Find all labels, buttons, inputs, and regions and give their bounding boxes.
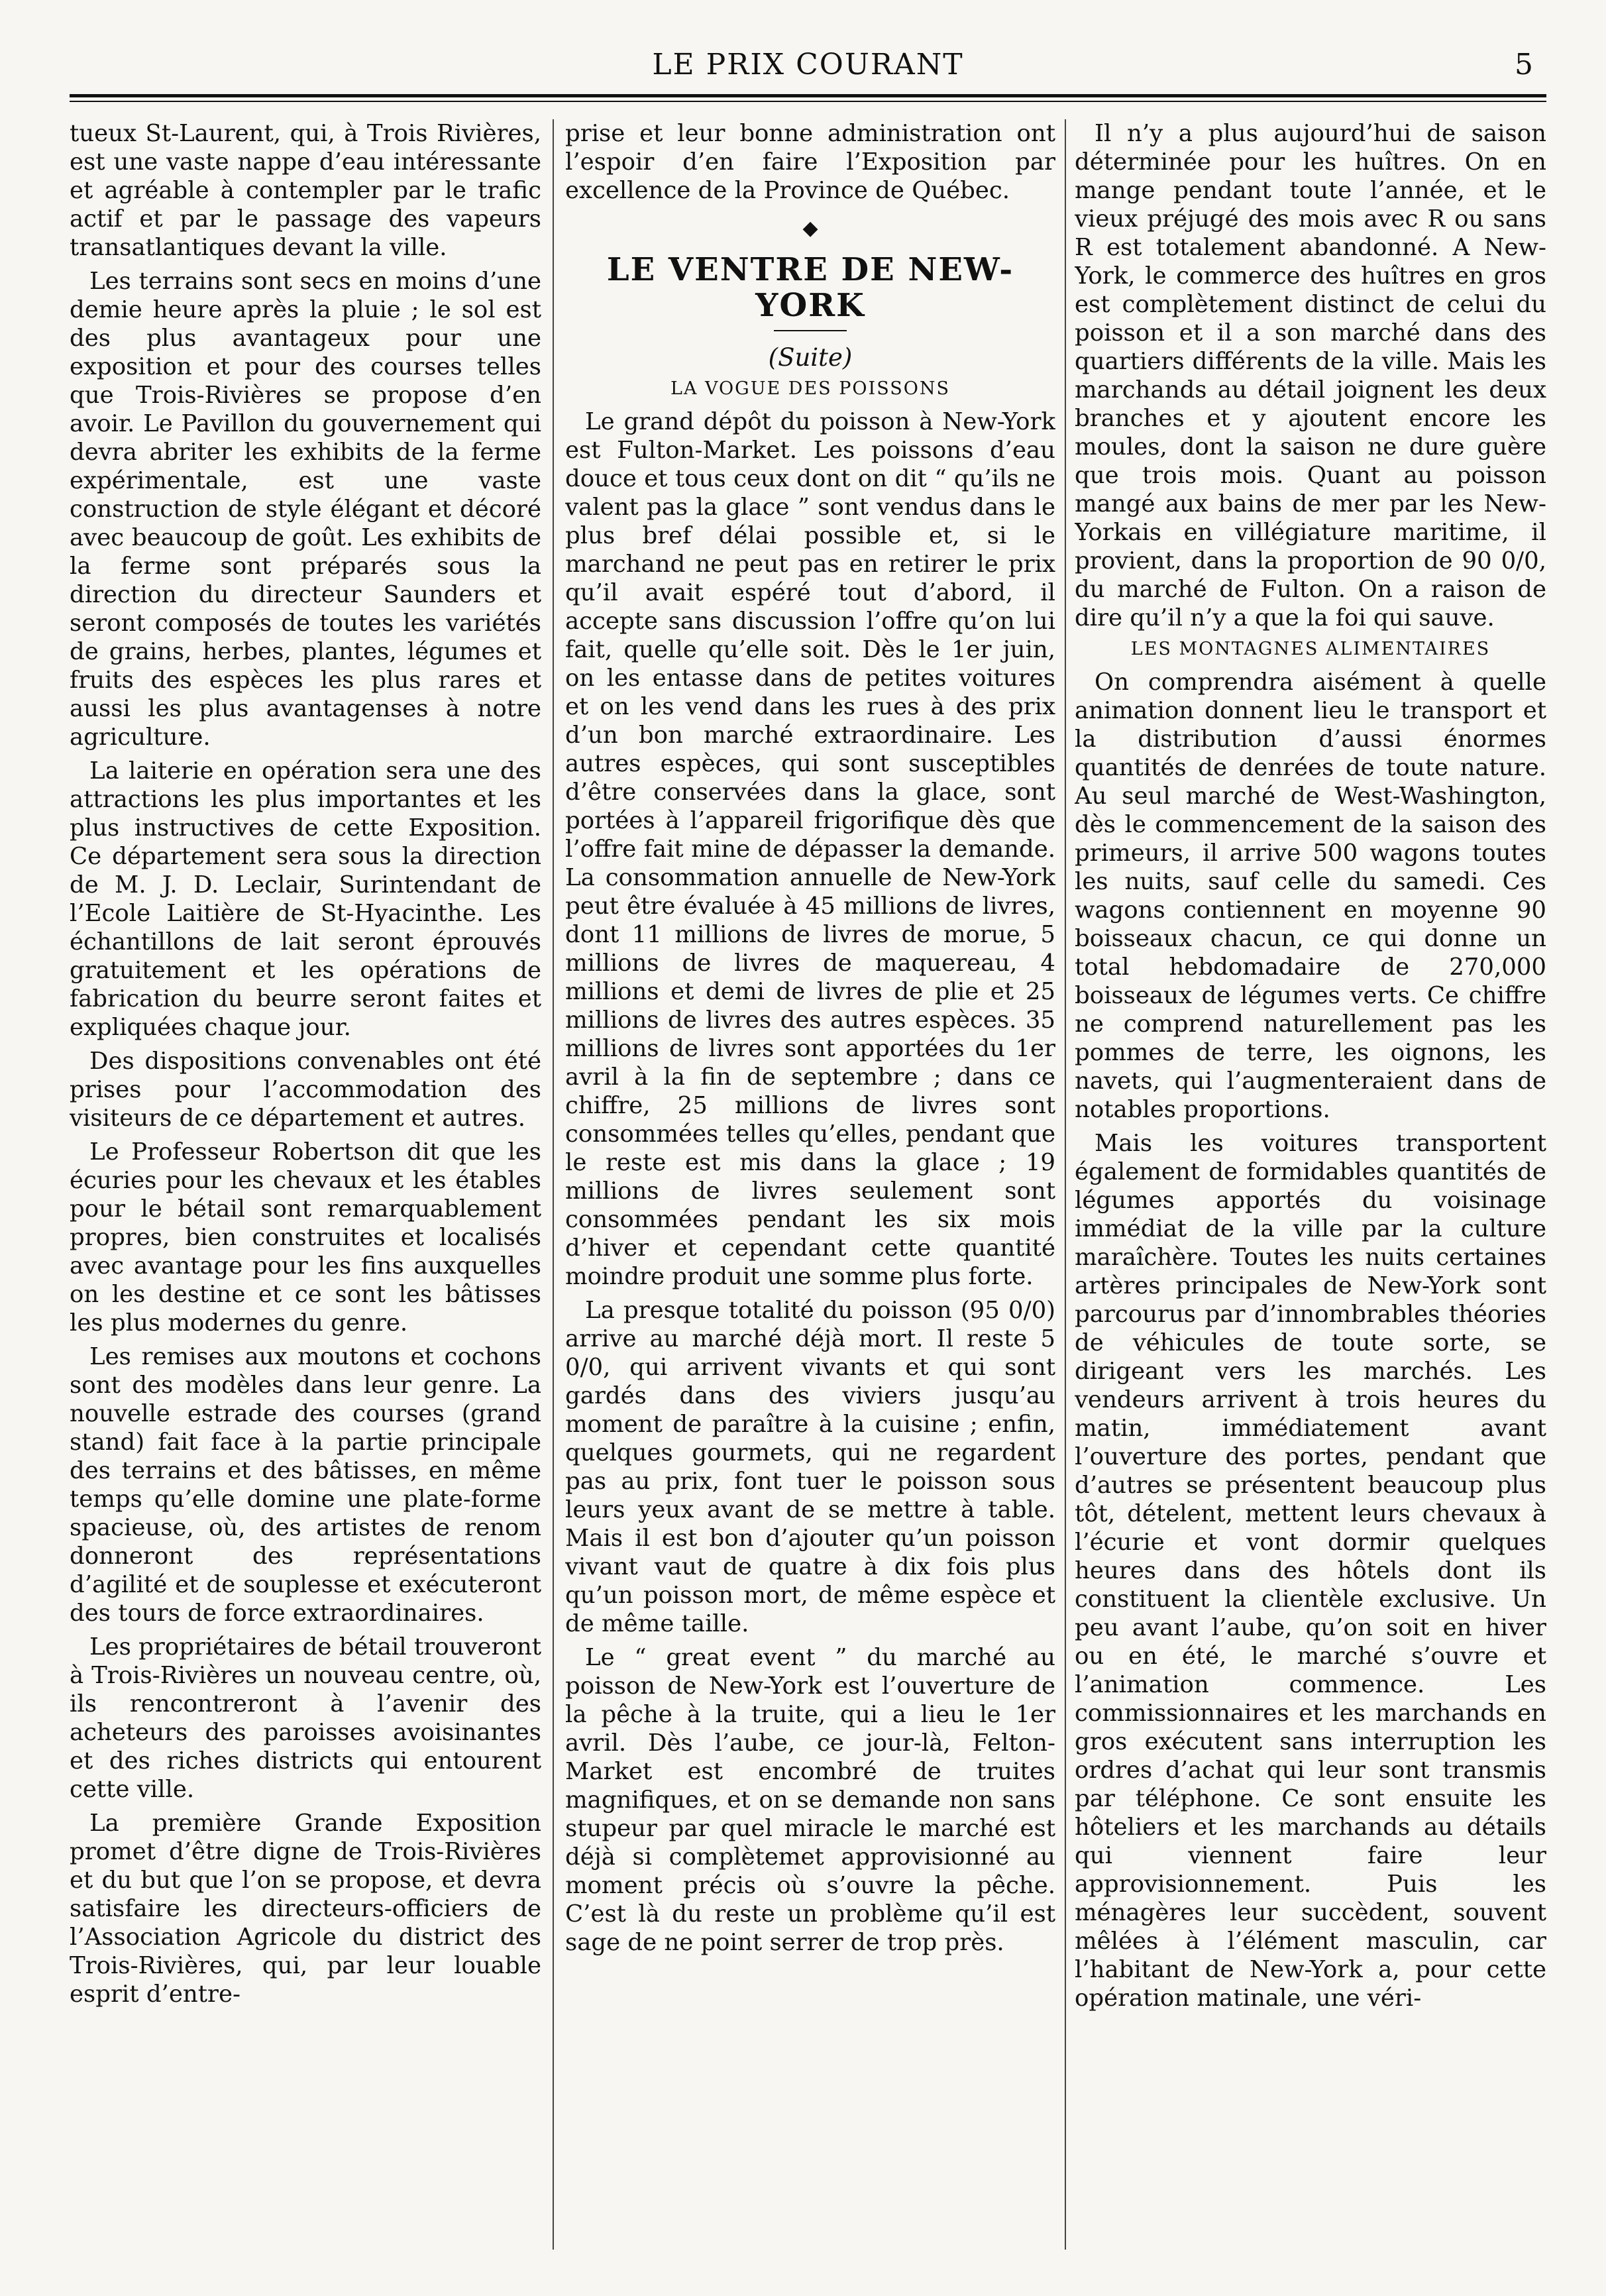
paragraph: prise et leur bonne administration ont l’espoir d’en faire l’Exposition par excellence de la Province de Québec. [565,120,1055,204]
masthead-title: LE PRIX COURANT [652,48,964,82]
paragraph: La presque totalité du poisson (95 0/0) arrive au marché déjà mort. Il reste 5 0/0, qui arrivent vivants et qui sont gardés dans des viviers jusqu’au moment de paraître à la cuisine ; enfin, quelques gourmets, qui ne regardent pas au prix, font tuer le poisson sous leurs yeux avant de se mettre à table. Mais il est bon d’ajouter qu’un poisson vivant vaut de quatre à dix fois plus qu’un poisson mort, de même espèce et de même taille. [565,1297,1055,1637]
paragraph: On comprendra aisément à quelle animation donnent lieu le transport et la distribution d’aussi énormes quantités de denrées de toute nature. Au seul marché de West-Washington, dès le commencement de la saison des primeurs, il arrive 500 wagons toutes les nuits, sauf celle du samedi. Ces wagons contiennent en moyenne 90 boisseaux chacun, ce qui donne un total hebdomadaire de 270,000 boisseaux de légumes verts. Ce chiffre ne comprend naturellement pas les pommes de terre, les oignons, les navets, qui l’augmenteraient dans de notables proportions. [1075,669,1546,1123]
page-number: 5 [1515,48,1533,82]
ornament-divider: ◆ [802,217,818,240]
header-rule-thin [70,101,1546,102]
paragraph: Le Professeur Robertson dit que les écuries pour les chevaux et les étables pour le bétail sont remarquablement propres, bien construites et localisés avec avantage pour les fins auxquelles on les destine et ce sont les bâtisses les plus modernes du genre. [70,1138,541,1337]
paragraph: Les terrains sont secs en moins d’une demie heure après la pluie ; le sol est des plus avantageux pour une exposition et pour des courses telles que Trois-Rivières se propose d’en avoir. Le Pavillon du gouvernement qui devra abriter les exhibits de la ferme expérimentale, est une vaste construction de style élégant et décoré avec beaucoup de goût. Les exhibits de la ferme sont préparés sous la direction du directeur Saunders et seront composés de toutes les variétés de grains, herbes, plantes, légumes et fruits des espèces les plus rares et aussi les plus avantagenses à notre agriculture. [70,268,541,751]
paragraph: La première Grande Exposition promet d’être digne de Trois-Rivières et du but que l’on se propose, et devra satisfaire les directeurs-officiers de l’Association Agricole du district des Trois-Rivières, qui, par leur louable esprit d’entre- [70,1810,541,2008]
paragraph: Il n’y a plus aujourd’hui de saison déterminée pour les huîtres. On en mange pendant toute l’année, et le vieux préjugé des mois avec R ou sans R est totalement abandonné. A New-York, le commerce des huîtres en gros est complètement distinct de celui du poisson et il a son marché dans des quartiers différents de la ville. Mais les marchands au détail joignent les deux branches et y ajoutent encore les moules, dont la saison ne dure guère que trois mois. Quant au poisson mangé aux bains de mer par les New-Yorkais en villégiature maritime, il provient, dans la proportion de 90 0/0, du marché de Fulton. On a raison de dire qu’il n’y a que la foi qui sauve. [1075,120,1546,631]
page-header [70,40,1546,93]
column-divider [553,119,554,2250]
section-heading: LES MONTAGNES ALIMENTAIRES [1130,639,1491,659]
column-3 [1075,119,1546,2256]
article-title: LE VENTRE DE NEW-YORK [606,251,1014,324]
column-1 [70,119,541,2256]
article-subtitle: (Suite) [768,343,853,372]
header-rule-thick [70,94,1546,97]
paragraph: Le grand dépôt du poisson à New-York est Fulton-Market. Les poissons d’eau douce et tous ceux dont on dit “ qu’ils ne valent pas la glace ” sont vendus dans le plus bref délai possible et, si le marchand ne peut pas en retirer le prix qu’il avait espéré tout d’abord, il accepte sans discussion l’offre qu’on lui fait, quelle qu’elle soit. Dès le 1er juin, on les entasse dans de petites voitures et on les vend dans les rues à des prix d’un bon marché extraordinaire. Les autres espèces, qui sont susceptibles d’être conservées dans la glace, sont portées à l’appareil frigorifique dès que l’offre fait mine de dépasser la demande. La consommation annuelle de New-York peut être évaluée à 45 millions de livres, dont 11 millions de livres de morue, 5 millions de livres de maquereau, 4 millions et demi de livres de plie et 25 millions de livres des autres espèces. 35 millions de livres sont apportées du 1er avril à la fin de septembre ; dans ce chiffre, 25 millions de livres sont consommées telles qu’elles, pendant que le reste est mis dans la glace ; 19 millions de livres seulement sont consommées pendant les six mois d’hiver et cependant cette quantité moindre produit une somme plus forte. [565,408,1055,1290]
section-heading: LA VOGUE DES POISSONS [670,378,950,399]
title-underline [774,330,847,331]
paragraph: Les propriétaires de bétail trouveront à Trois-Rivières un nouveau centre, où, ils rencontreront à l’avenir des acheteurs des paroisses avoisinantes et des riches districts qui entourent cette ville. [70,1633,541,1803]
paragraph: Le “ great event ” du marché au poisson de New-York est l’ouverture de la pêche à la truite, qui a lieu le 1er avril. Dès l’aube, ce jour-là, Felton-Market est encombré de truites magnifiques, et on se demande non sans stupeur par quel miracle le marché est déjà si complètemet approvisionné au moment précis où s’ouvre la pêche. C’est là du reste un problème qu’il est sage de ne point serrer de trop près. [565,1644,1055,1956]
paragraph: La laiterie en opération sera une des attractions les plus importantes et les plus instructives de cette Exposition. Ce département sera sous la direction de M. J. D. Leclair, Surintendant de l’Ecole Laitière de St-Hyacinthe. Les échantillons de lait seront éprouvés gratuitement et les opérations de fabrication du beurre seront faites et expliquées chaque jour. [70,757,541,1041]
column-divider [1065,119,1066,2250]
column-2 [565,119,1055,2256]
paragraph: Mais les voitures transportent également de formidables quantités de légumes apportés du voisinage immédiat de la ville par la culture maraîchère. Toutes les nuits certaines artères principales de New-York sont parcourus par d’innombrables théories de véhicules de toute sorte, se dirigeant vers les marchés. Les vendeurs arrivent à trois heures du matin, immédiatement avant l’ouverture des portes, pendant que d’autres se présentent beaucoup plus tôt, dételent, mettent leurs chevaux à l’écurie et vont dormir quelques heures dans des hôtels dont ils constituent la clientèle exclusive. Un peu avant l’aube, qu’on soit en hiver ou en été, le marché s’ouvre et l’animation commence. Les commissionnaires et les marchands en gros exécutent sans interruption les ordres d’achat qui leur sont transmis par téléphone. Ce sont ensuite les hôteliers et les marchands au détails qui viennent faire leur approvisionnement. Puis les ménagères leur succèdent, souvent mêlées à l’élément masculin, car l’habitant de New-York a, pour cette opération matinale, une véri- [1075,1130,1546,2012]
paragraph: Des dispositions convenables ont été prises pour l’accommodation des visiteurs de ce département et autres. [70,1048,541,1132]
paragraph: Les remises aux moutons et cochons sont des modèles dans leur genre. La nouvelle estrade des courses (grand stand) fait face à la partie principale des terrains et des bâtisses, en même temps qu’elle domine une plate-forme spacieuse, où, des artistes de renom donneront des représentations d’agilité et de souplesse et exécuteront des tours de force extraordinaires. [70,1343,541,1627]
paragraph: tueux St-Laurent, qui, à Trois Rivières, est une vaste nappe d’eau intéressante et agréable à contempler par le trafic actif et par le passage des vapeurs transatlantiques devant la ville. [70,120,541,261]
